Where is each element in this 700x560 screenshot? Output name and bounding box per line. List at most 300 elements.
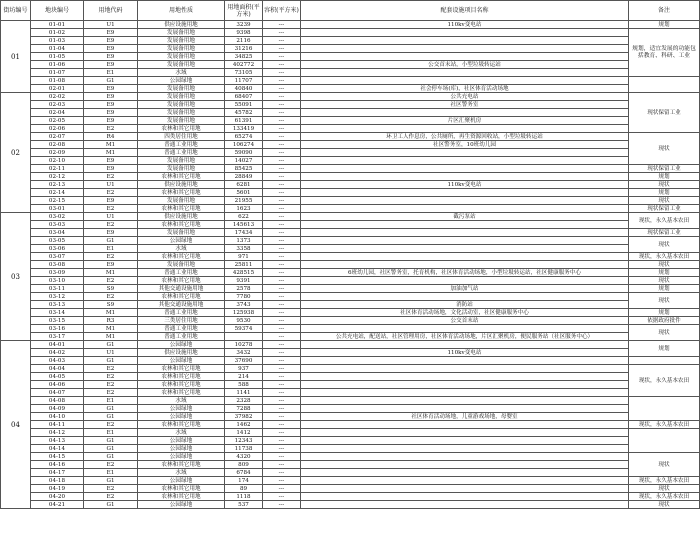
header-floor-area-ratio: 容积(平方米) (263, 1, 301, 21)
remarks-cell: 现状，永久基本农田 (629, 365, 700, 397)
facilities-cell: 环卫工人作息房，公共厕所，再生资源回收站，小型垃圾转运站 (301, 133, 629, 141)
land-nature-cell: 农林和其它用地 (138, 485, 225, 493)
plot-number-cell: 03-15 (31, 317, 84, 325)
table-row (1, 469, 700, 477)
floor-area-ratio-cell: --- (263, 77, 301, 85)
land-code-cell: E2 (84, 389, 138, 397)
facilities-cell (301, 221, 629, 229)
header-land-area: 用地面积(平方米) (225, 1, 263, 21)
land-code-cell: R3 (84, 317, 138, 325)
land-area-cell: 428515 (225, 269, 263, 277)
table-row (1, 381, 700, 389)
plot-number-cell: 03-01 (31, 205, 84, 213)
land-code-cell: E2 (84, 293, 138, 301)
land-area-cell: 59374 (225, 325, 263, 333)
land-nature-cell: 发展备用地 (138, 229, 225, 237)
land-code-cell: M1 (84, 149, 138, 157)
floor-area-ratio-cell: --- (263, 421, 301, 429)
table-row (1, 85, 700, 93)
zone-number-cell: 03 (1, 213, 31, 341)
facilities-cell: 公交首末站 (301, 317, 629, 325)
table-row (1, 293, 700, 301)
plot-number-cell: 03-14 (31, 309, 84, 317)
facilities-cell: 社会停车场(库)，社区体育活动场地 (301, 85, 629, 93)
plot-number-cell: 02-01 (31, 85, 84, 93)
facilities-cell: 110kv变电站 (301, 349, 629, 357)
table-row (1, 349, 700, 357)
land-area-cell: 45782 (225, 109, 263, 117)
land-nature-cell: 普通工业用地 (138, 269, 225, 277)
floor-area-ratio-cell: --- (263, 197, 301, 205)
remarks-cell: 现状，永久基本农田 (629, 493, 700, 501)
land-area-cell: 622 (225, 213, 263, 221)
plot-number-cell: 02-12 (31, 173, 84, 181)
table-row (1, 277, 700, 285)
land-code-cell: E9 (84, 45, 138, 53)
table-row (1, 325, 700, 333)
header-land-nature: 用地性质 (138, 1, 225, 21)
land-code-cell: E9 (84, 261, 138, 269)
land-area-cell: 106274 (225, 141, 263, 149)
land-nature-cell: 农林和其它用地 (138, 421, 225, 429)
floor-area-ratio-cell: --- (263, 453, 301, 461)
remarks-cell (629, 357, 700, 365)
land-nature-cell: 供应设施用地 (138, 349, 225, 357)
land-code-cell: E1 (84, 245, 138, 253)
land-nature-cell: 公园绿地 (138, 341, 225, 349)
floor-area-ratio-cell: --- (263, 149, 301, 157)
facilities-cell (301, 381, 629, 389)
table-row (1, 109, 700, 117)
floor-area-ratio-cell: --- (263, 461, 301, 469)
facilities-cell (301, 293, 629, 301)
floor-area-ratio-cell: --- (263, 245, 301, 253)
facilities-cell (301, 357, 629, 365)
table-row (1, 93, 700, 101)
land-code-cell: E9 (84, 85, 138, 93)
table-row (1, 229, 700, 237)
table-row (1, 453, 700, 461)
plot-number-cell: 04-12 (31, 429, 84, 437)
facilities-cell: 消防站 (301, 301, 629, 309)
plot-number-cell: 02-10 (31, 157, 84, 165)
plot-number-cell: 04-19 (31, 485, 84, 493)
table-row (1, 125, 700, 133)
facilities-cell: 社区警务室，10班幼儿园 (301, 141, 629, 149)
table-row (1, 173, 700, 181)
table-row (1, 213, 700, 221)
land-area-cell: 25811 (225, 261, 263, 269)
land-nature-cell: 发展备用地 (138, 261, 225, 269)
land-code-cell: E2 (84, 205, 138, 213)
land-code-cell: G1 (84, 405, 138, 413)
land-code-cell: R4 (84, 133, 138, 141)
remarks-cell: 现状 (629, 325, 700, 341)
floor-area-ratio-cell: --- (263, 37, 301, 45)
facilities-cell (301, 469, 629, 477)
land-area-cell: 2328 (225, 397, 263, 405)
table-row (1, 357, 700, 365)
plot-number-cell: 01-05 (31, 53, 84, 61)
land-nature-cell: 农林和其它用地 (138, 125, 225, 133)
land-code-cell: E9 (84, 61, 138, 69)
floor-area-ratio-cell: --- (263, 381, 301, 389)
table-row (1, 45, 700, 53)
plot-number-cell: 02-14 (31, 189, 84, 197)
remarks-cell: 现状 (629, 277, 700, 285)
land-area-cell: 34825 (225, 53, 263, 61)
table-row (1, 437, 700, 445)
plot-number-cell: 03-11 (31, 285, 84, 293)
land-area-cell: 2116 (225, 37, 263, 45)
land-nature-cell: 水域 (138, 245, 225, 253)
remarks-cell: 现状保留工业 (629, 93, 700, 133)
land-code-cell: E2 (84, 485, 138, 493)
table-header (1, 1, 700, 21)
land-code-cell: E1 (84, 69, 138, 77)
facilities-cell (301, 437, 629, 445)
facilities-cell (301, 37, 629, 45)
land-nature-cell: 三类居住用地 (138, 317, 225, 325)
floor-area-ratio-cell: --- (263, 269, 301, 277)
facilities-cell (301, 53, 629, 61)
land-area-cell: 73105 (225, 69, 263, 77)
land-code-cell: E9 (84, 109, 138, 117)
land-area-cell: 7780 (225, 293, 263, 301)
plot-number-cell: 03-07 (31, 253, 84, 261)
zone-number-cell: 04 (1, 341, 31, 509)
land-area-cell: 59090 (225, 149, 263, 157)
facilities-cell (301, 69, 629, 77)
land-area-cell: 133419 (225, 125, 263, 133)
facilities-cell (301, 197, 629, 205)
facilities-cell (301, 277, 629, 285)
table-row (1, 333, 700, 341)
land-code-cell: E2 (84, 173, 138, 181)
land-area-cell: 9398 (225, 29, 263, 37)
facilities-cell: 公交首末站，小型垃圾转运站 (301, 61, 629, 69)
table-row (1, 397, 700, 405)
header-facilities: 配套设施项目名称 (301, 1, 629, 21)
land-code-cell: G1 (84, 445, 138, 453)
land-nature-cell: 其他交通设施用地 (138, 285, 225, 293)
land-area-cell: 12343 (225, 437, 263, 445)
land-code-cell: E2 (84, 189, 138, 197)
land-code-cell: E2 (84, 381, 138, 389)
land-area-cell: 4320 (225, 453, 263, 461)
facilities-cell (301, 229, 629, 237)
facilities-cell (301, 501, 629, 509)
plot-number-cell: 04-11 (31, 421, 84, 429)
floor-area-ratio-cell: --- (263, 101, 301, 109)
land-code-cell: E9 (84, 37, 138, 45)
remarks-cell: 现状，永久基本农田 (629, 213, 700, 229)
table-row (1, 189, 700, 197)
floor-area-ratio-cell: --- (263, 213, 301, 221)
land-nature-cell: 农林和其它用地 (138, 493, 225, 501)
floor-area-ratio-cell: --- (263, 373, 301, 381)
table-row (1, 21, 700, 29)
plot-number-cell: 04-08 (31, 397, 84, 405)
table-row (1, 205, 700, 213)
floor-area-ratio-cell: --- (263, 85, 301, 93)
table-row (1, 405, 700, 413)
plot-number-cell: 03-16 (31, 325, 84, 333)
remarks-cell: 现状 (629, 197, 700, 205)
land-area-cell: 971 (225, 253, 263, 261)
land-nature-cell: 普通工业用地 (138, 149, 225, 157)
facilities-cell: 110kv变电站 (301, 21, 629, 29)
remarks-cell (629, 429, 700, 453)
plot-number-cell: 02-03 (31, 101, 84, 109)
land-code-cell: E2 (84, 461, 138, 469)
facilities-cell (301, 365, 629, 373)
table-row (1, 429, 700, 437)
facilities-cell (301, 325, 629, 333)
land-nature-cell: 公园绿地 (138, 453, 225, 461)
remarks-cell: 现状保留工业 (629, 205, 700, 213)
land-nature-cell: 农林和其它用地 (138, 205, 225, 213)
land-nature-cell: 发展备用地 (138, 109, 225, 117)
land-code-cell: E2 (84, 421, 138, 429)
land-nature-cell: 公园绿地 (138, 501, 225, 509)
floor-area-ratio-cell: --- (263, 189, 301, 197)
land-area-cell: 14027 (225, 157, 263, 165)
plot-number-cell: 02-02 (31, 93, 84, 101)
facilities-cell: 6班幼儿园，社区警务室，托育机构，社区体育活动场地，小型垃圾转运站，社区健康服务中心 (301, 269, 629, 277)
floor-area-ratio-cell: --- (263, 141, 301, 149)
plot-number-cell: 04-20 (31, 493, 84, 501)
facilities-cell (301, 453, 629, 461)
table-row (1, 157, 700, 165)
floor-area-ratio-cell: --- (263, 237, 301, 245)
facilities-cell (301, 29, 629, 37)
land-nature-cell: 农林和其它用地 (138, 221, 225, 229)
floor-area-ratio-cell: --- (263, 117, 301, 125)
remarks-cell: 现状 (629, 181, 700, 189)
table-row (1, 253, 700, 261)
facilities-cell (301, 245, 629, 253)
floor-area-ratio-cell: --- (263, 109, 301, 117)
table-row (1, 149, 700, 157)
land-area-cell: 28849 (225, 173, 263, 181)
land-nature-cell: 发展备用地 (138, 165, 225, 173)
land-area-cell: 10278 (225, 341, 263, 349)
land-area-cell: 11707 (225, 77, 263, 85)
floor-area-ratio-cell: --- (263, 165, 301, 173)
land-code-cell: U1 (84, 213, 138, 221)
plot-number-cell: 01-01 (31, 21, 84, 29)
land-code-cell: U1 (84, 21, 138, 29)
land-code-cell: G1 (84, 453, 138, 461)
table-row (1, 485, 700, 493)
plot-number-cell: 03-04 (31, 229, 84, 237)
land-area-cell: 3743 (225, 301, 263, 309)
land-nature-cell: 普通工业用地 (138, 309, 225, 317)
land-area-cell: 61391 (225, 117, 263, 125)
floor-area-ratio-cell: --- (263, 485, 301, 493)
floor-area-ratio-cell: --- (263, 45, 301, 53)
land-code-cell: U1 (84, 349, 138, 357)
plot-number-cell: 04-10 (31, 413, 84, 421)
floor-area-ratio-cell: --- (263, 325, 301, 333)
land-code-cell: U1 (84, 181, 138, 189)
land-code-cell: G1 (84, 341, 138, 349)
facilities-cell (301, 173, 629, 181)
plot-number-cell: 03-17 (31, 333, 84, 341)
table-row (1, 317, 700, 325)
land-nature-cell: 水域 (138, 429, 225, 437)
floor-area-ratio-cell: --- (263, 357, 301, 365)
facilities-cell (301, 445, 629, 453)
facilities-cell (301, 77, 629, 85)
table-row (1, 237, 700, 245)
land-nature-cell: 供应设施用地 (138, 181, 225, 189)
remarks-cell: 现状，永久基本农田 (629, 421, 700, 429)
floor-area-ratio-cell: --- (263, 173, 301, 181)
land-nature-cell: 发展备用地 (138, 29, 225, 37)
plot-number-cell: 02-09 (31, 149, 84, 157)
remarks-cell: 规划 (629, 21, 700, 29)
plot-number-cell: 04-02 (31, 349, 84, 357)
land-area-cell: 6784 (225, 469, 263, 477)
floor-area-ratio-cell: --- (263, 405, 301, 413)
land-area-cell: 145613 (225, 221, 263, 229)
facilities-cell (301, 485, 629, 493)
land-area-cell: 89 (225, 485, 263, 493)
land-code-cell: E2 (84, 373, 138, 381)
floor-area-ratio-cell: --- (263, 285, 301, 293)
land-nature-cell: 农林和其它用地 (138, 461, 225, 469)
land-nature-cell: 公园绿地 (138, 413, 225, 421)
floor-area-ratio-cell: --- (263, 181, 301, 189)
floor-area-ratio-cell: --- (263, 469, 301, 477)
floor-area-ratio-cell: --- (263, 477, 301, 485)
floor-area-ratio-cell: --- (263, 69, 301, 77)
land-area-cell: 7288 (225, 405, 263, 413)
land-area-cell: 1373 (225, 237, 263, 245)
facilities-cell: 加油加气站 (301, 285, 629, 293)
floor-area-ratio-cell: --- (263, 317, 301, 325)
land-code-cell: E9 (84, 165, 138, 173)
header-row (1, 1, 700, 21)
land-area-cell: 125938 (225, 309, 263, 317)
land-area-cell: 3239 (225, 21, 263, 29)
floor-area-ratio-cell: --- (263, 333, 301, 341)
floor-area-ratio-cell: --- (263, 229, 301, 237)
table-row (1, 197, 700, 205)
plot-number-cell: 03-13 (31, 301, 84, 309)
land-nature-cell: 公园绿地 (138, 77, 225, 85)
plot-number-cell: 04-15 (31, 453, 84, 461)
land-area-cell: 937 (225, 365, 263, 373)
land-code-cell: E2 (84, 125, 138, 133)
floor-area-ratio-cell: --- (263, 397, 301, 405)
table-row (1, 101, 700, 109)
land-nature-cell: 农林和其它用地 (138, 373, 225, 381)
land-code-cell: G1 (84, 357, 138, 365)
facilities-cell: 110kv变电站 (301, 181, 629, 189)
land-code-cell: G1 (84, 237, 138, 245)
table-row (1, 77, 700, 85)
land-area-cell: 3432 (225, 349, 263, 357)
plot-number-cell: 01-08 (31, 77, 84, 85)
land-nature-cell: 公园绿地 (138, 437, 225, 445)
remarks-cell: 规划 (629, 189, 700, 197)
land-area-cell: 31216 (225, 45, 263, 53)
land-area-cell: 65274 (225, 133, 263, 141)
land-code-cell: E9 (84, 101, 138, 109)
remarks-cell: 现状 (629, 261, 700, 269)
land-code-cell: E9 (84, 29, 138, 37)
table-row (1, 69, 700, 77)
land-area-cell: 809 (225, 461, 263, 469)
plot-number-cell: 04-18 (31, 477, 84, 485)
floor-area-ratio-cell: --- (263, 437, 301, 445)
header-land-code: 用地代码 (84, 1, 138, 21)
plot-number-cell: 01-07 (31, 69, 84, 77)
land-nature-cell: 农林和其它用地 (138, 389, 225, 397)
table-row (1, 181, 700, 189)
land-code-cell: G1 (84, 501, 138, 509)
facilities-cell (301, 341, 629, 349)
facilities-cell (301, 493, 629, 501)
facilities-cell (301, 125, 629, 133)
land-nature-cell: 发展备用地 (138, 157, 225, 165)
land-area-cell: 5601 (225, 189, 263, 197)
facilities-cell (301, 253, 629, 261)
facilities-cell: 公共充电站 (301, 93, 629, 101)
zone-number-cell: 02 (1, 93, 31, 213)
land-code-cell: E2 (84, 493, 138, 501)
plot-number-cell: 02-04 (31, 109, 84, 117)
land-code-cell: G1 (84, 437, 138, 445)
land-area-cell: 21955 (225, 197, 263, 205)
floor-area-ratio-cell: --- (263, 309, 301, 317)
plot-number-cell: 03-06 (31, 245, 84, 253)
plot-number-cell: 04-17 (31, 469, 84, 477)
land-nature-cell: 发展备用地 (138, 45, 225, 53)
land-nature-cell: 发展备用地 (138, 93, 225, 101)
floor-area-ratio-cell: --- (263, 301, 301, 309)
land-area-cell: 588 (225, 381, 263, 389)
land-code-cell: E9 (84, 229, 138, 237)
facilities-cell (301, 389, 629, 397)
table-row (1, 141, 700, 149)
remarks-cell: 现状，永久基本农田 (629, 253, 700, 261)
table-row (1, 413, 700, 421)
table-row (1, 53, 700, 61)
table-row (1, 165, 700, 173)
land-area-cell: 402772 (225, 61, 263, 69)
table-body (1, 21, 700, 509)
remarks-cell (629, 397, 700, 421)
land-area-cell: 55091 (225, 101, 263, 109)
floor-area-ratio-cell: --- (263, 205, 301, 213)
land-nature-cell: 普通工业用地 (138, 141, 225, 149)
land-nature-cell: 水域 (138, 69, 225, 77)
plot-number-cell: 03-09 (31, 269, 84, 277)
land-area-cell: 2578 (225, 285, 263, 293)
land-area-cell: 85425 (225, 165, 263, 173)
facilities-cell (301, 461, 629, 469)
facilities-cell (301, 205, 629, 213)
land-nature-cell: 发展备用地 (138, 61, 225, 69)
plot-number-cell: 02-05 (31, 117, 84, 125)
plot-number-cell: 04-14 (31, 445, 84, 453)
land-area-cell: 6281 (225, 181, 263, 189)
plot-number-cell: 03-02 (31, 213, 84, 221)
